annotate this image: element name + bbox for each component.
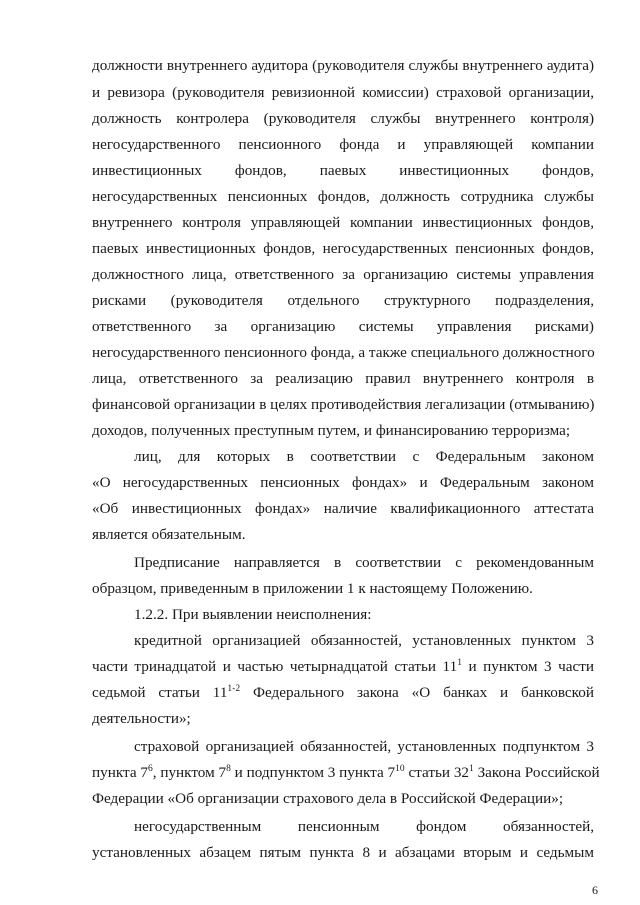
text-line: ответственного за организацию системы управления рисками) [92, 318, 594, 335]
paragraph-first-line: Предписание направляется в соответствии с рекомендованным [134, 554, 594, 571]
text-line: внутреннего контроля управляющей компании инвестиционных фондов, [92, 214, 594, 231]
text-line: образцом, приведенным в приложении 1 к настоящему Положению. [92, 580, 533, 597]
paragraph-first-line: страховой организацией обязанностей, установленных подпунктом 3 [134, 738, 594, 755]
text-line: Федерации «Об организации страхового дела в Российской Федерации»; [92, 790, 564, 807]
superscript: 6 [147, 764, 153, 774]
text-line [92, 656, 594, 678]
superscript: 8 [226, 764, 231, 774]
text-run: Федерального закона «О банках и банковской [240, 684, 594, 701]
text-run: Закона Российской [473, 764, 600, 781]
text-line: негосударственного пенсионного фонда, а также специального должностного [92, 344, 595, 361]
text-line: установленных абзацем пятым пункта 8 и абзацами вторым и седьмым [92, 844, 594, 861]
text-run: части тринадцатой и частью четырнадцатой статьи 11 [92, 658, 458, 675]
text-line [92, 682, 594, 704]
paragraph-first-line: негосударственным пенсионным фондом обязанностей, [134, 818, 594, 835]
text-line: должности внутреннего аудитора (руководителя службы внутреннего аудита) [92, 57, 594, 74]
paragraph-first-line: лиц, для которых в соответствии с Федеральным законом [134, 448, 594, 465]
text-line: и ревизора (руководителя ревизионной комиссии) страховой организации, [92, 84, 594, 101]
text-line: негосударственных пенсионных фондов, должность сотрудника службы [92, 188, 594, 205]
paragraph-first-line: кредитной организацией обязанностей, установленных пунктом 3 [134, 632, 594, 649]
text-line: негосударственного пенсионного фонда и управляющей компании [92, 136, 594, 153]
page-number: 6 [592, 883, 598, 897]
text-run: статьи 32 [404, 764, 470, 781]
text-line: доходов, полученных преступным путем, и финансированию терроризма; [92, 422, 571, 439]
text-line: финансовой организации в целях противодействия легализации (отмыванию) [92, 396, 595, 413]
text-line [92, 762, 600, 784]
text-run: и пунктом 3 части [461, 658, 594, 675]
text-run: пункта 7 [92, 764, 148, 781]
text-line: является обязательным. [92, 526, 246, 543]
text-line: лица, ответственного за реализацию правил внутреннего контроля в [92, 370, 594, 387]
section-heading: 1.2.2. При выявлении неисполнения: [134, 606, 372, 623]
superscript: 1 [457, 658, 462, 668]
text-run: , пунктом 7 [152, 764, 227, 781]
superscript: 1-2 [227, 684, 241, 694]
text-line: инвестиционных фондов, паевых инвестиционных фондов, [92, 162, 594, 179]
text-line: должностного лица, ответственного за организацию системы управления [92, 266, 594, 283]
text-line: «О негосударственных пенсионных фондах» и Федеральным законом [92, 474, 594, 491]
text-line: деятельности»; [92, 710, 191, 727]
text-line: паевых инвестиционных фондов, негосударственных пенсионных фондов, [92, 240, 594, 257]
text-run: седьмой статьи 11 [92, 684, 228, 701]
superscript: 1 [469, 764, 474, 774]
superscript: 10 [395, 764, 405, 774]
text-line: должность контролера (руководителя службы внутреннего контроля) [92, 110, 594, 127]
text-line: «Об инвестиционных фондах» наличие квалификационного аттестата [92, 500, 594, 517]
text-run: и подпунктом 3 пункта 7 [230, 764, 396, 781]
text-line: рисками (руководителя отдельного структурного подразделения, [92, 292, 594, 309]
